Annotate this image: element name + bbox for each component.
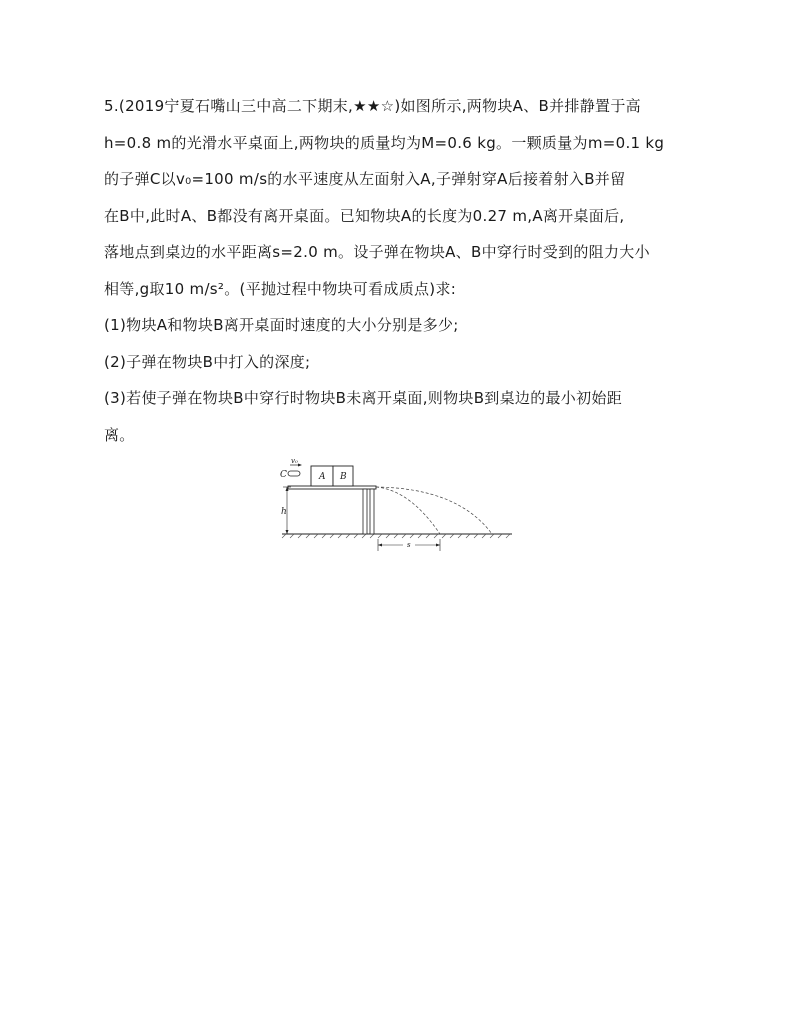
diagram-svg [278, 456, 514, 556]
problem-line-6: 相等,g取10 m/s²。(平抛过程中物块可看成质点)求: [104, 279, 457, 298]
question-3: (3)若使子弹在物块B中穿行时物块B未离开桌面,则物块B到桌边的最小初始距 [104, 389, 622, 407]
table-top [288, 486, 376, 489]
label-c: C [280, 470, 287, 480]
problem-line-3: 的子弹C以v₀=100 m/s的水平速度从左面射入A,子弹射穿A后接着射入B并留 [104, 170, 626, 188]
trajectory-long [376, 487, 492, 534]
table-leg-right [370, 489, 374, 534]
problem-line-2: h=0.8 m的光滑水平桌面上,两物块的质量均为M=0.6 kg。一颗质量为m=0.1 kg [104, 133, 665, 152]
question-3-continued: 离。 [104, 425, 135, 444]
table-leg-left [363, 489, 367, 534]
problem-line-5: 落地点到桌边的水平距离s=2.0 m。设子弹在物块A、B中穿行时受到的阻力大小 [104, 243, 650, 261]
ground-hatching [282, 534, 510, 538]
label-a: A [319, 472, 326, 482]
problem-line-4: 在B中,此时A、B都没有离开桌面。已知物块A的长度为0.27 m,A离开桌面后, [104, 206, 625, 225]
s-arrow-right [436, 544, 440, 547]
trajectory-short [376, 487, 440, 534]
problem-line-1: 5.(2019宁夏石嘴山三中高二下期末,★★☆)如图所示,两物块A、B并排静置于高 [104, 97, 641, 115]
height-arrow-down [286, 530, 289, 534]
question-2: (2)子弹在物块B中打入的深度; [104, 352, 311, 371]
physics-diagram [278, 456, 514, 556]
label-s: s [407, 541, 411, 549]
label-b: B [340, 472, 347, 482]
bullet-c [288, 471, 300, 476]
label-h: h [281, 507, 287, 517]
problem-text [104, 88, 704, 453]
velocity-arrow-head [298, 464, 302, 467]
question-1: (1)物块A和物块B离开桌面时速度的大小分别是多少; [104, 316, 459, 334]
label-v0: v₀ [291, 457, 298, 465]
s-arrow-left [378, 544, 382, 547]
